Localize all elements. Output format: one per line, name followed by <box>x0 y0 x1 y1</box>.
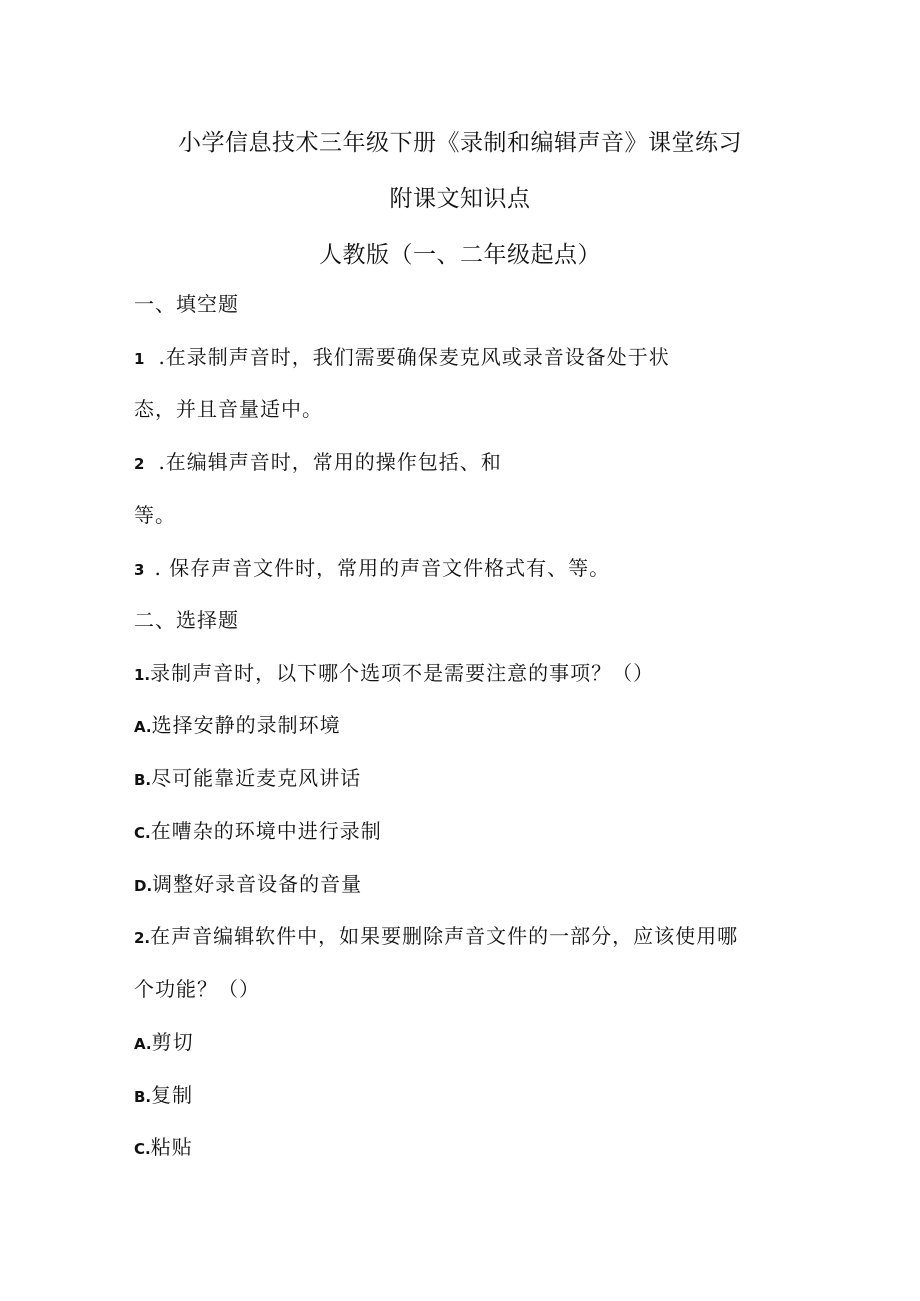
question-text: 在声音编辑软件中，如果要删除声音文件的一部分，应该使用哪 <box>150 924 739 948</box>
question-number: 2 <box>134 455 145 473</box>
choice-question-1 <box>134 657 654 686</box>
option-letter: C. <box>134 824 151 842</box>
option-text: 粘贴 <box>150 1135 193 1159</box>
document-edition: 人教版（一、二年级起点） <box>319 242 601 268</box>
choice-option <box>134 1026 194 1055</box>
choice-question-2 <box>134 920 738 949</box>
option-letter: B. <box>134 771 152 789</box>
fill-question-1-continued: 态，并且音量适中。 <box>134 397 323 421</box>
choice-option <box>134 709 341 738</box>
option-letter: D. <box>134 877 153 895</box>
choice-option <box>134 868 362 897</box>
fill-question-2-continued: 等。 <box>134 503 176 527</box>
option-text: 在嘈杂的环境中进行录制 <box>150 819 382 843</box>
question-number: 2. <box>134 929 151 947</box>
option-letter: C. <box>134 1140 151 1158</box>
option-text: 选择安静的录制环境 <box>151 713 341 737</box>
choice-option <box>134 1131 193 1160</box>
choice-option <box>134 1079 193 1108</box>
question-text: .在编辑声音时，常用的操作包括、和 <box>158 450 502 474</box>
option-letter: A. <box>134 718 152 736</box>
fill-question-3 <box>134 552 610 581</box>
fill-question-2 <box>134 446 502 475</box>
document-title: 小学信息技术三年级下册《录制和编辑声音》课堂练习 <box>178 130 742 156</box>
document-subtitle: 附课文知识点 <box>389 186 531 212</box>
choice-option <box>134 762 361 791</box>
question-number: 1 <box>134 350 145 368</box>
question-text: 录制声音时，以下哪个选项不是需要注意的事项？（） <box>150 661 655 685</box>
option-text: 尽可能靠近麦克风讲话 <box>151 766 362 790</box>
option-text: 调整好录音设备的音量 <box>152 872 363 896</box>
option-letter: B. <box>134 1088 152 1106</box>
section-heading-multiple-choice: 二、选择题 <box>134 608 239 632</box>
choice-option <box>134 815 382 844</box>
choice-question-2-continued: 个功能？（） <box>134 977 260 1001</box>
question-number: 1. <box>134 666 151 684</box>
option-text: 剪切 <box>151 1030 194 1054</box>
question-text: . 保存声音文件时，常用的声音文件格式有、等。 <box>154 556 611 580</box>
fill-question-1 <box>134 341 670 370</box>
option-letter: A. <box>134 1035 152 1053</box>
question-text: .在录制声音时，我们需要确保麦克风或录音设备处于状 <box>158 345 670 369</box>
question-number: 3 <box>134 561 145 579</box>
option-text: 复制 <box>151 1083 194 1107</box>
section-heading-fill-in: 一、填空题 <box>134 292 239 316</box>
